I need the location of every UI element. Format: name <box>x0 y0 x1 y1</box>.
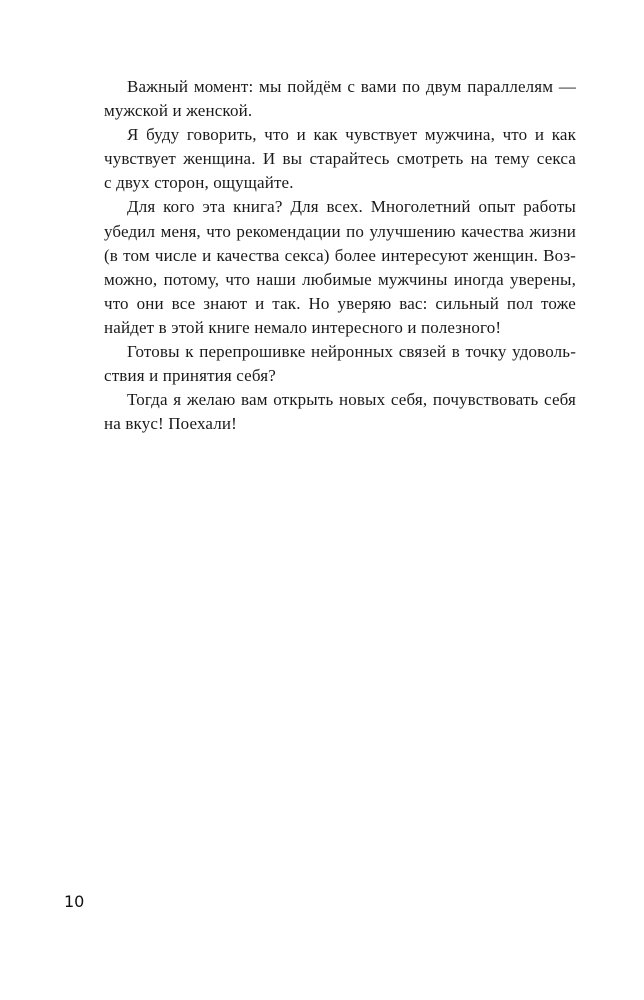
text-line: Готовы к перепрошивке нейронных связей в точку удоволь- <box>127 342 576 362</box>
text-line: найдет в этой книге немало интересного и полезного! <box>104 317 502 337</box>
paragraph-important-moment <box>104 75 576 123</box>
text-line: Я буду говорить, что и как чувствует мужчина, что и как <box>127 125 576 145</box>
page-number: 10 <box>64 892 85 911</box>
paragraph-who-is-this-book-for <box>104 195 576 340</box>
text-line: убедил меня, что рекомендации по улучшению качества жизни <box>104 221 576 241</box>
text-line: чувствует женщина. И вы старайтесь смотреть на тему секса <box>104 149 576 169</box>
text-line: Тогда я желаю вам открыть новых себя, почувствовать себя <box>127 390 576 410</box>
text-line: с двух сторон, ощущайте. <box>104 173 294 193</box>
text-line: (в том числе и качества секса) более интересуют женщин. Воз- <box>104 245 576 265</box>
text-line: Для кого эта книга? Для всех. Многолетний опыт работы <box>127 197 576 217</box>
text-line: можно, потому, что наши любимые мужчины иногда уверены, <box>104 269 576 289</box>
text-line: Важный момент: мы пойдём с вами по двум параллелям — <box>127 77 576 96</box>
text-line: на вкус! Поехали! <box>104 414 237 434</box>
paragraph-lets-go <box>104 388 576 436</box>
text-line: ствия и принятия себя? <box>104 366 276 386</box>
body-text <box>104 75 576 436</box>
paragraph-i-will-speak <box>104 123 576 195</box>
paragraph-ready-for-rewiring <box>104 340 576 388</box>
text-line: мужской и женской. <box>104 101 253 121</box>
text-line: что они все знают и так. Но уверяю вас: сильный пол тоже <box>104 293 576 313</box>
